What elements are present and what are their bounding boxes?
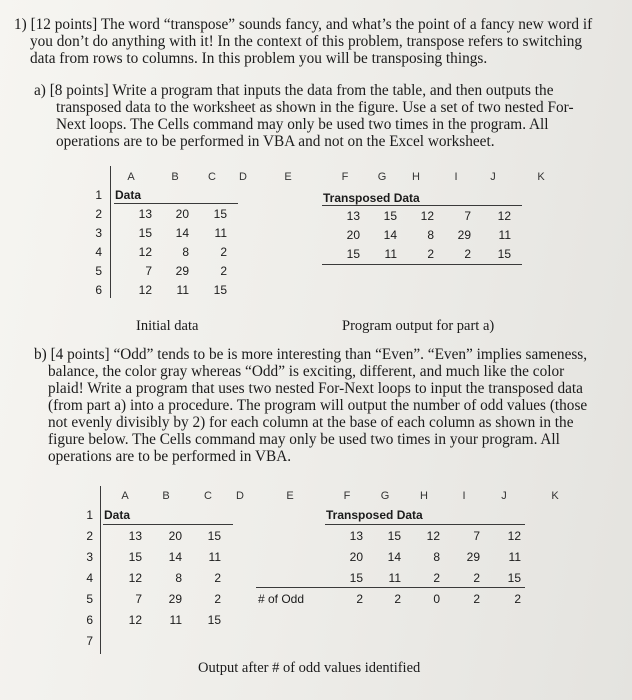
data-cell: 15 [138,226,152,240]
col-header: D [239,171,247,183]
transposed-cell: 14 [383,228,397,242]
part-b-line: (from part a) into a procedure. The program will output the number of odd values (those [48,397,588,414]
data-cell: 15 [213,207,227,221]
transposed-cell: 14 [387,550,401,564]
data-cell: 29 [168,592,182,606]
transposed-cell: 13 [346,209,360,223]
data-cell: 15 [207,613,221,627]
col-header: J [490,171,496,183]
row-number: 7 [86,634,93,648]
row-number: 2 [86,529,93,543]
col-header: H [412,171,420,183]
data-cell: 11 [214,226,227,240]
data-cell: 13 [128,529,142,543]
data-cell: 2 [214,571,221,585]
transposed-cell: 12 [426,529,440,543]
part-b-line: plaid! Write a program that uses two nested For-Next loops to input the transposed data [48,380,583,397]
transposed-cell: 15 [349,571,363,585]
transposed-cell: 7 [464,209,471,223]
row-number: 1 [95,188,102,202]
data-cell: 20 [168,529,182,543]
transposed-cell: 15 [497,247,511,261]
col-header: F [341,171,349,183]
transposed-cell: 15 [346,247,360,261]
row-number: 4 [86,571,93,585]
odd-count-cell: 2 [473,592,480,606]
transposed-cell: 12 [507,529,521,543]
data-cell: 14 [175,226,189,240]
data-cell: 7 [145,264,152,278]
transposed-label: Transposed Data [326,508,423,522]
odd-count-label: # of Odd [258,592,305,606]
data-cell: 8 [182,245,189,259]
transposed-cell: 2 [464,247,471,261]
transposed-cell: 8 [427,228,434,242]
data-label: Data [115,188,142,202]
data-cell: 29 [175,264,189,278]
col-header: K [537,171,545,183]
col-header: D [236,490,244,502]
transposed-cell: 11 [498,228,511,242]
col-header: F [343,490,351,502]
part-a-line: Next loops. The Cells command may only be used two times in the program. All [56,116,549,133]
transposed-cell: 2 [473,571,480,585]
transposed-cell: 20 [349,550,363,564]
row-number: 6 [95,283,102,297]
data-cell: 11 [169,613,182,627]
odd-count-cell: 2 [514,592,521,606]
data-cell: 14 [168,550,182,564]
transposed-cell: 7 [473,529,480,543]
row-number: 5 [86,592,93,606]
transposed-cell: 15 [387,529,401,543]
part-a-line: a) [8 points] Write a program that inputs the data from the table, and then outputs the [34,82,554,99]
transposed-cell: 12 [420,209,434,223]
odd-count-cell: 2 [356,592,363,606]
col-header: I [454,171,458,183]
col-header: H [420,490,428,502]
transposed-cell: 12 [497,209,511,223]
data-cell: 13 [138,207,152,221]
transposed-cell: 11 [508,550,521,564]
problem-line: 1) [12 points] The word “transpose” sounds fancy, and what’s the point of a fancy new word if [14,16,593,33]
row-number: 4 [95,245,102,259]
part-b-line: figure below. The Cells command may only be used two times in your program. All [48,431,560,448]
col-header: B [171,171,179,183]
transposed-cell: 15 [507,571,521,585]
data-cell: 11 [208,550,221,564]
odd-count-cell: 0 [433,592,440,606]
transposed-cell: 13 [349,529,363,543]
transposed-cell: 11 [388,571,401,585]
data-cell: 2 [214,592,221,606]
output-b-caption: Output after # of odd values identified [198,660,421,676]
transposed-cell: 2 [433,571,440,585]
data-cell: 20 [175,207,189,221]
part-a-text [34,82,574,150]
col-header: I [462,490,466,502]
data-cell: 15 [207,529,221,543]
data-cell: 12 [138,245,152,259]
initial-data-caption: Initial data [136,318,199,334]
part-b-line: operations are to be performed in VBA. [48,448,292,465]
part-b-text [34,346,587,465]
col-header: K [551,490,559,502]
data-label: Data [104,508,131,522]
transposed-cell: 8 [433,550,440,564]
data-cell: 2 [220,264,227,278]
data-cell: 15 [128,550,142,564]
col-header: A [127,171,135,183]
data-cell: 7 [135,592,142,606]
data-cell: 2 [220,245,227,259]
row-number: 6 [86,613,93,627]
data-cell: 12 [128,571,142,585]
row-number: 1 [86,508,93,522]
problem-line: data from rows to columns. In this problem you will be transposing things. [30,50,488,67]
col-header: E [284,171,292,183]
row-number: 3 [86,550,93,564]
problem-line: you don’t do anything with it! In the context of this problem, transpose refers to switching [30,33,583,50]
problem-intro [14,16,592,67]
col-header: C [208,171,216,183]
data-cell: 12 [128,613,142,627]
part-a-line: transposed data to the worksheet as shown in the figure. Use a set of two nested For- [56,99,574,116]
data-cell: 11 [176,283,189,297]
transposed-cell: 15 [383,209,397,223]
output-a-caption: Program output for part a) [342,318,495,334]
row-number: 2 [95,207,102,221]
col-header: A [121,490,129,502]
data-cell: 12 [138,283,152,297]
transposed-cell: 11 [384,247,397,261]
data-cell: 15 [213,283,227,297]
part-b-line: b) [4 points] “Odd” tends to be is more interesting than “Even”. “Even” implies sameness, [34,346,588,363]
part-a-line: operations are to be performed in VBA and not on the Excel worksheet. [56,133,495,150]
col-header: E [286,490,294,502]
col-header: G [377,171,387,183]
col-header: G [380,490,390,502]
data-cell: 8 [175,571,182,585]
transposed-cell: 20 [346,228,360,242]
col-header: B [162,490,170,502]
col-header: C [204,490,212,502]
col-header: J [501,490,507,502]
transposed-label: Transposed Data [323,191,420,205]
part-b-line: balance, the color gray whereas “Odd” is exciting, different, and much like the color [48,363,565,380]
transposed-cell: 29 [457,228,471,242]
transposed-cell: 29 [466,550,480,564]
transposed-cell: 2 [427,247,434,261]
row-number: 3 [95,226,102,240]
odd-count-cell: 2 [394,592,401,606]
row-number: 5 [95,264,102,278]
part-b-line: not evenly divisibly by 2) for each column at the base of each column as shown in the [48,414,574,431]
